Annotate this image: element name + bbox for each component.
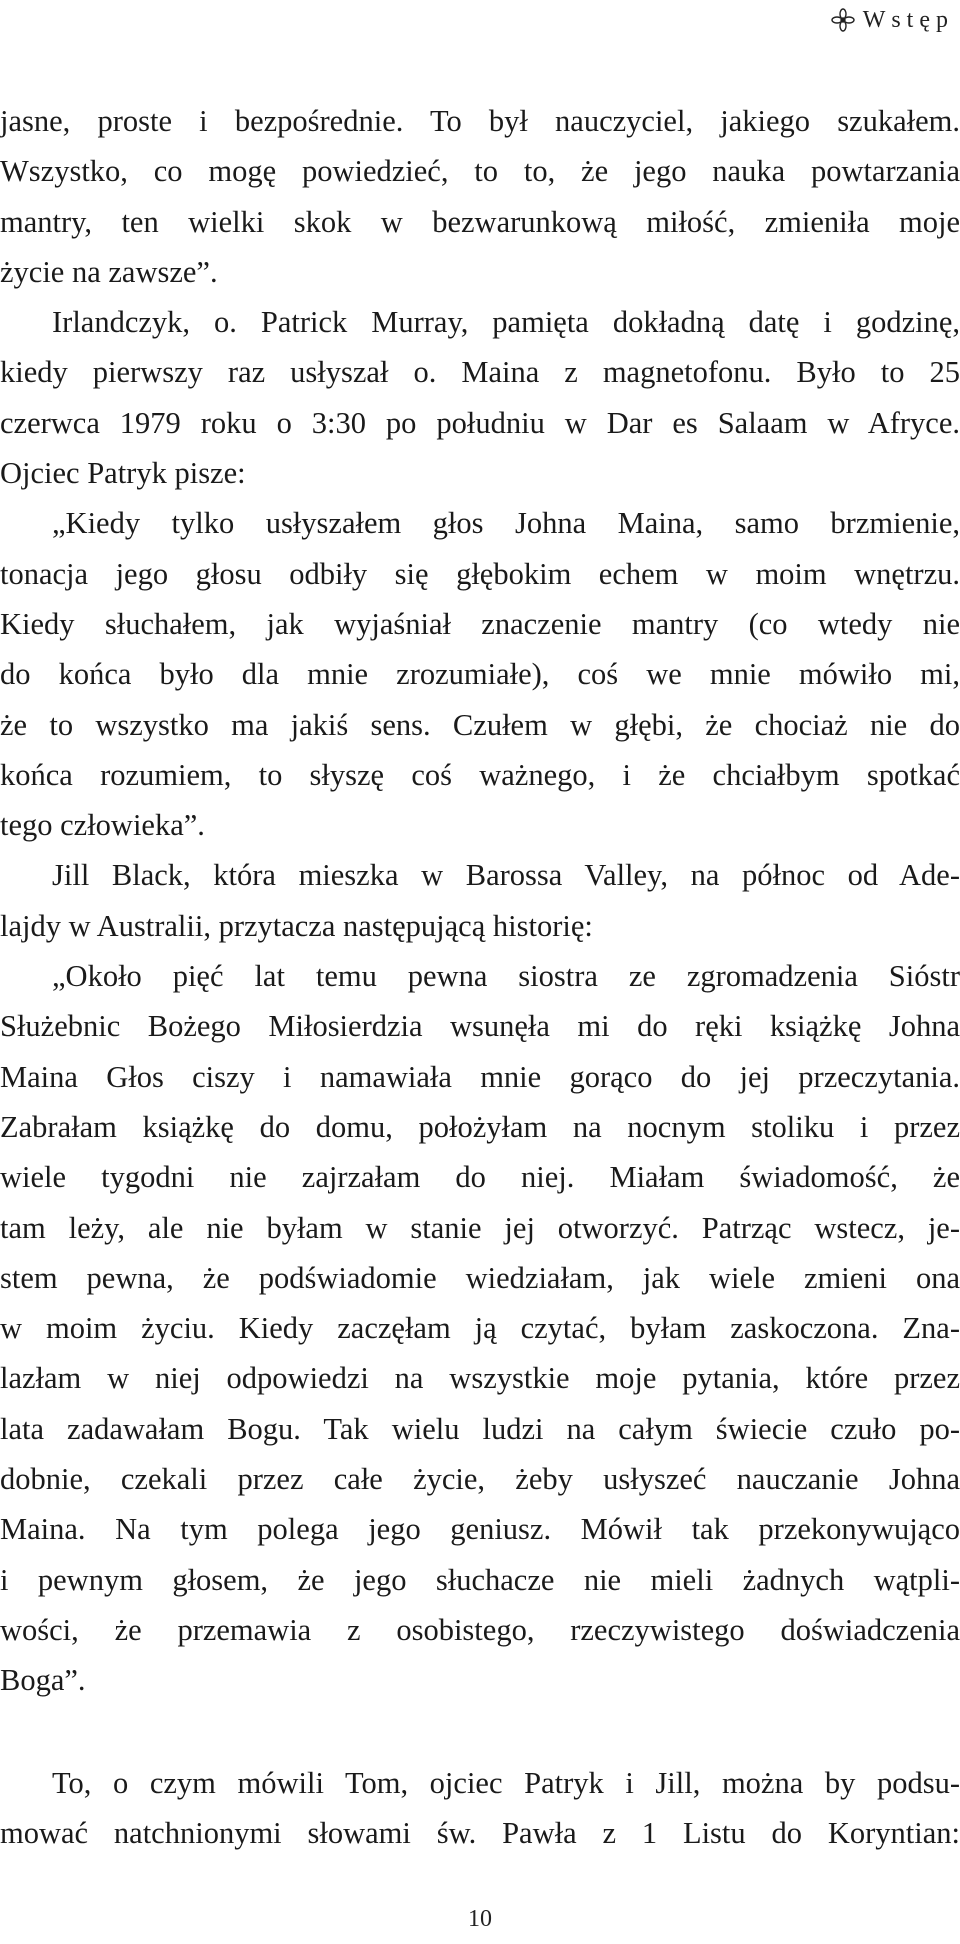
text-line: końca rozumiem, to słyszę coś ważnego, i że chciałbym spotkać xyxy=(0,757,960,792)
paragraph xyxy=(0,1758,960,1859)
text-line: wości, że przemawia z osobistego, rzeczywistego doświadczenia xyxy=(0,1612,960,1647)
running-head xyxy=(831,0,954,40)
text-line: jasne, proste i bezpośrednie. To był nauczyciel, jakiego szukałem. xyxy=(0,104,960,138)
text-line: że to wszystko ma jakiś sens. Czułem w głębi, że chociaż nie do xyxy=(0,707,960,742)
text-line: Służebnic Bożego Miłosierdzia wsunęła mi do ręki książkę Johna xyxy=(0,1009,960,1044)
text-line: tam leży, ale nie byłam w stanie jej otworzyć. Patrząc wstecz, je- xyxy=(0,1210,960,1245)
text-line: To, o czym mówili Tom, ojciec Patryk i Jill, można by podsu- xyxy=(52,1765,960,1800)
text-line: „Około pięć lat temu pewna siostra ze zgromadzenia Sióstr xyxy=(52,959,960,994)
text-line: Maina. Na tym polega jego geniusz. Mówił tak przekonywująco xyxy=(0,1512,960,1547)
text-line: czerwca 1979 roku o 3:30 po południu w Dar es Salaam w Afryce. xyxy=(0,405,960,440)
text-line: Irlandczyk, o. Patrick Murray, pamięta dokładną datę i godzinę, xyxy=(52,305,960,340)
section-title: Wstęp xyxy=(862,6,954,33)
text-line: Jill Black, która mieszka w Barossa Valley, na północ od Ade- xyxy=(52,858,960,893)
text-line: do końca było dla mnie zrozumiałe), coś we mnie mówiło mi, xyxy=(0,657,960,692)
text-line: i pewnym głosem, że jego słuchacze nie mieli żadnych wątpli- xyxy=(0,1562,960,1597)
text-line: mantry, ten wielki skok w bezwarunkową miłość, zmieniła moje xyxy=(0,204,960,239)
paragraph xyxy=(0,850,960,951)
page-number: 10 xyxy=(468,1906,492,1932)
text-line: stem pewna, że podświadomie wiedziałam, jak wiele zmieni ona xyxy=(0,1260,960,1295)
text-line: „Kiedy tylko usłyszałem głos Johna Maina, samo brzmienie, xyxy=(52,506,960,541)
paragraph xyxy=(0,951,960,1705)
text-line: lata zadawałam Bogu. Tak wielu ludzi na całym świecie czuło po- xyxy=(0,1411,960,1446)
body-text xyxy=(0,96,960,1858)
text-line: wiele tygodni nie zajrzałam do niej. Miałam świadomość, że xyxy=(0,1160,960,1195)
paragraph xyxy=(0,297,960,498)
text-line: dobnie, czekali przez całe życie, żeby usłyszeć nauczanie Johna xyxy=(0,1462,960,1497)
text-line: Wszystko, co mogę powiedzieć, to to, że jego nauka powtarzania xyxy=(0,154,960,189)
text-line: mować natchnionymi słowami św. Pawła z 1 Listu do Koryntian: xyxy=(0,1815,960,1850)
text-line: lajdy w Australii, przytacza następującą historię: xyxy=(0,908,593,943)
paragraph xyxy=(0,498,960,850)
text-line: Maina Głos ciszy i namawiała mnie gorąco do jej przeczytania. xyxy=(0,1059,960,1094)
text-line: w moim życiu. Kiedy zaczęłam ją czytać, byłam zaskoczona. Zna- xyxy=(0,1311,960,1346)
text-line: tego człowieka”. xyxy=(0,808,205,843)
text-line: Ojciec Patryk pisze: xyxy=(0,456,246,491)
text-line: życie na zawsze”. xyxy=(0,254,218,289)
text-line: tonacja jego głosu odbiły się głębokim echem w moim wnętrzu. xyxy=(0,556,960,591)
text-line: lazłam w niej odpowiedzi na wszystkie moje pytania, które przez xyxy=(0,1361,960,1396)
paragraph xyxy=(0,96,960,297)
flower-ornament-icon xyxy=(831,8,855,32)
text-line: Boga”. xyxy=(0,1663,86,1698)
text-line: kiedy pierwszy raz usłyszał o. Maina z magnetofonu. Było to 25 xyxy=(0,355,960,390)
paragraph-gap xyxy=(0,1706,960,1758)
text-line: Kiedy słuchałem, jak wyjaśniał znaczenie mantry (co wtedy nie xyxy=(0,606,960,641)
text-line: Zabrałam książkę do domu, położyłam na nocnym stoliku i przez xyxy=(0,1109,960,1144)
